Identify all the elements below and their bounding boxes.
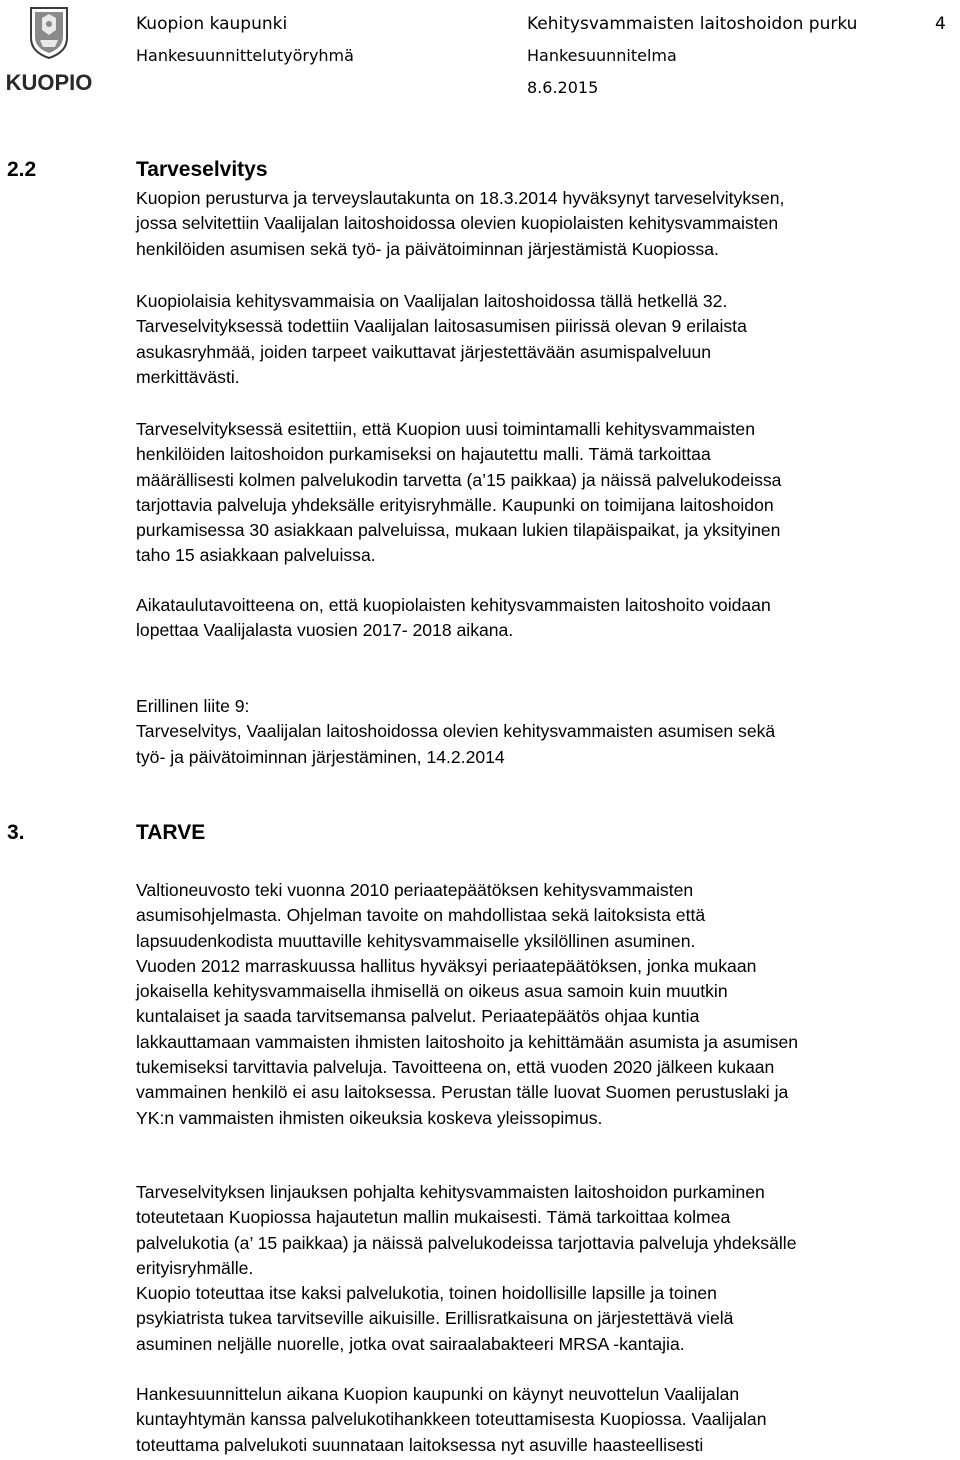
section-2-2-paragraph-3 <box>136 417 960 569</box>
text-line: Tarveselvitys, Vaalijalan laitoshoidossa olevien kehitysvammaisten asumisen sekä <box>136 721 776 742</box>
text-line: Valtioneuvosto teki vuonna 2010 periaatepäätöksen kehitysvammaisten <box>136 880 694 900</box>
text-line: Vuoden 2012 marraskuussa hallitus hyväksyi periaatepäätöksen, jonka mukaan <box>136 955 757 976</box>
section-2-2-title: Tarveselvitys <box>136 158 268 181</box>
section-3-paragraph-3 <box>136 1382 960 1458</box>
text-line: Kuopiolaisia kehitysvammaisia on Vaalijalan laitoshoidossa tällä hetkellä 32. <box>136 291 728 311</box>
text-line: tukemiseksi tarvittavia palveluja. Tavoitteena on, että vuoden 2020 jälkeen kukaan <box>136 1057 775 1078</box>
text-line: lapsuudenkodista muuttaville kehitysvammaiselle yksilöllinen asuminen. <box>136 930 696 951</box>
header-group: Hankesuunnittelutyöryhmä <box>136 46 354 65</box>
text-line: jokaisella kehitysvammaisella ihmisellä on oikeus asua samoin kuin muutkin <box>136 981 728 1002</box>
text-line: Kuopio toteuttaa itse kaksi palvelukotia, toinen hoidollisille lapsille ja toinen <box>136 1283 717 1304</box>
section-3-number: 3. <box>7 821 25 844</box>
text-line: henkilöiden asumisen sekä työ- ja päivätoiminnan järjestämistä Kuopiossa. <box>136 238 719 259</box>
text-line: Aikataulutavoitteena on, että kuopiolaisten kehitysvammaisten laitoshoito voidaan <box>136 595 771 615</box>
text-line: Tarveselvityksessä esitettiin, että Kuopion uusi toimintamalli kehitysvammaisten <box>136 419 755 439</box>
text-line: lakkauttamaan vammaisten ihmisten laitoshoito ja kehittämään asumista ja asumisen <box>136 1031 799 1052</box>
header-organization: Kuopion kaupunki <box>136 14 288 34</box>
header-document-title: Kehitysvammaisten laitoshoidon purku <box>527 14 858 34</box>
text-line: Hankesuunnittelun aikana Kuopion kaupunki on käynyt neuvottelun Vaalijalan <box>136 1384 740 1404</box>
text-line: toteutetaan Kuopiossa hajautetun mallin mukaisesti. Tämä tarkoittaa kolmea <box>136 1207 731 1228</box>
text-line: kuntalaiset ja saada tarvitsemansa palvelut. Periaatepäätös ohjaa kuntia <box>136 1006 700 1027</box>
text-line: toteuttama palvelukoti suunnataan laitoksessa nyt asuville haasteellisesti <box>136 1434 704 1455</box>
header-date: 8.6.2015 <box>527 78 599 97</box>
text-line: tarjottavia palveluja yhdeksälle erityisryhmälle. Kaupunki on toimijana laitoshoidon <box>136 494 774 515</box>
text-line: asuminen neljälle nuorelle, jotka ovat sairaalabakteeri MRSA -kantajia. <box>136 1333 685 1354</box>
text-line: palvelukotia (a’ 15 paikkaa) ja näissä palvelukodeissa tarjottavia palveluja yhdeksälle <box>136 1232 797 1253</box>
text-line: Erillinen liite 9: <box>136 696 250 716</box>
text-line: asumisohjelmasta. Ohjelman tavoite on mahdollistaa sekä laitoksista että <box>136 905 706 926</box>
text-line: Kuopion perusturva ja terveyslautakunta on 18.3.2014 hyväksynyt tarveselvityksen, <box>136 188 785 208</box>
section-2-2-paragraph-2 <box>136 289 960 390</box>
section-2-2-number: 2.2 <box>7 158 37 181</box>
text-line: Tarveselvityksessä todettiin Vaalijalan laitosasumisen piirissä olevan 9 erilaista <box>136 316 747 337</box>
text-line: kuntayhtymän kanssa palvelukotihankkeen toteuttamisesta Kuopiossa. Vaalijalan <box>136 1409 767 1430</box>
header-document-type: Hankesuunnitelma <box>527 46 677 65</box>
text-line: työ- ja päivätoiminnan järjestäminen, 14.2.2014 <box>136 746 505 767</box>
section-3-title: TARVE <box>136 821 206 844</box>
text-line: taho 15 asiakkaan palveluissa. <box>136 545 376 566</box>
section-2-2-paragraph-4 <box>136 593 960 644</box>
text-line: määrällisesti kolmen palvelukodin tarvetta (a’15 paikkaa) ja näissä palvelukodeissa <box>136 469 782 490</box>
kuopio-logo <box>6 4 92 94</box>
text-line: jossa selvitettiin Vaalijalan laitoshoidossa olevien kuopiolaisten kehitysvammaisten <box>136 213 779 234</box>
page-number: 4 <box>935 14 946 34</box>
text-line: asukasryhmää, joiden tarpeet vaikuttavat järjestettävään asumispalveluun <box>136 341 712 362</box>
logo-wordmark: KUOPIO <box>6 70 92 94</box>
text-line: henkilöiden laitoshoidon purkamiseksi on hajautettu malli. Tämä tarkoittaa <box>136 444 711 465</box>
text-line: purkamisessa 30 asiakkaan palveluissa, mukaan lukien tilapäispaikat, ja yksityinen <box>136 520 781 541</box>
text-line: YK:n vammaisten ihmisten oikeuksia koskeva yleissopimus. <box>136 1107 603 1128</box>
section-3-paragraph-1 <box>136 878 960 1131</box>
text-line: psykiatrista tukea tarvitseville aikuisille. Erillisratkaisuna on järjestettävä vielä <box>136 1308 734 1329</box>
attachment-reference <box>136 694 960 770</box>
text-line: lopettaa Vaalijalasta vuosien 2017- 2018 aikana. <box>136 620 514 641</box>
text-line: vammainen henkilö ei asu laitoksessa. Perustan tälle luovat Suomen perustuslaki ja <box>136 1082 789 1103</box>
text-line: Tarveselvityksen linjauksen pohjalta kehitysvammaisten laitoshoidon purkaminen <box>136 1182 765 1202</box>
text-line: merkittävästi. <box>136 366 240 387</box>
text-line: erityisryhmälle. <box>136 1257 254 1278</box>
section-3-paragraph-2 <box>136 1180 960 1357</box>
section-2-2-paragraph-1 <box>136 186 960 262</box>
